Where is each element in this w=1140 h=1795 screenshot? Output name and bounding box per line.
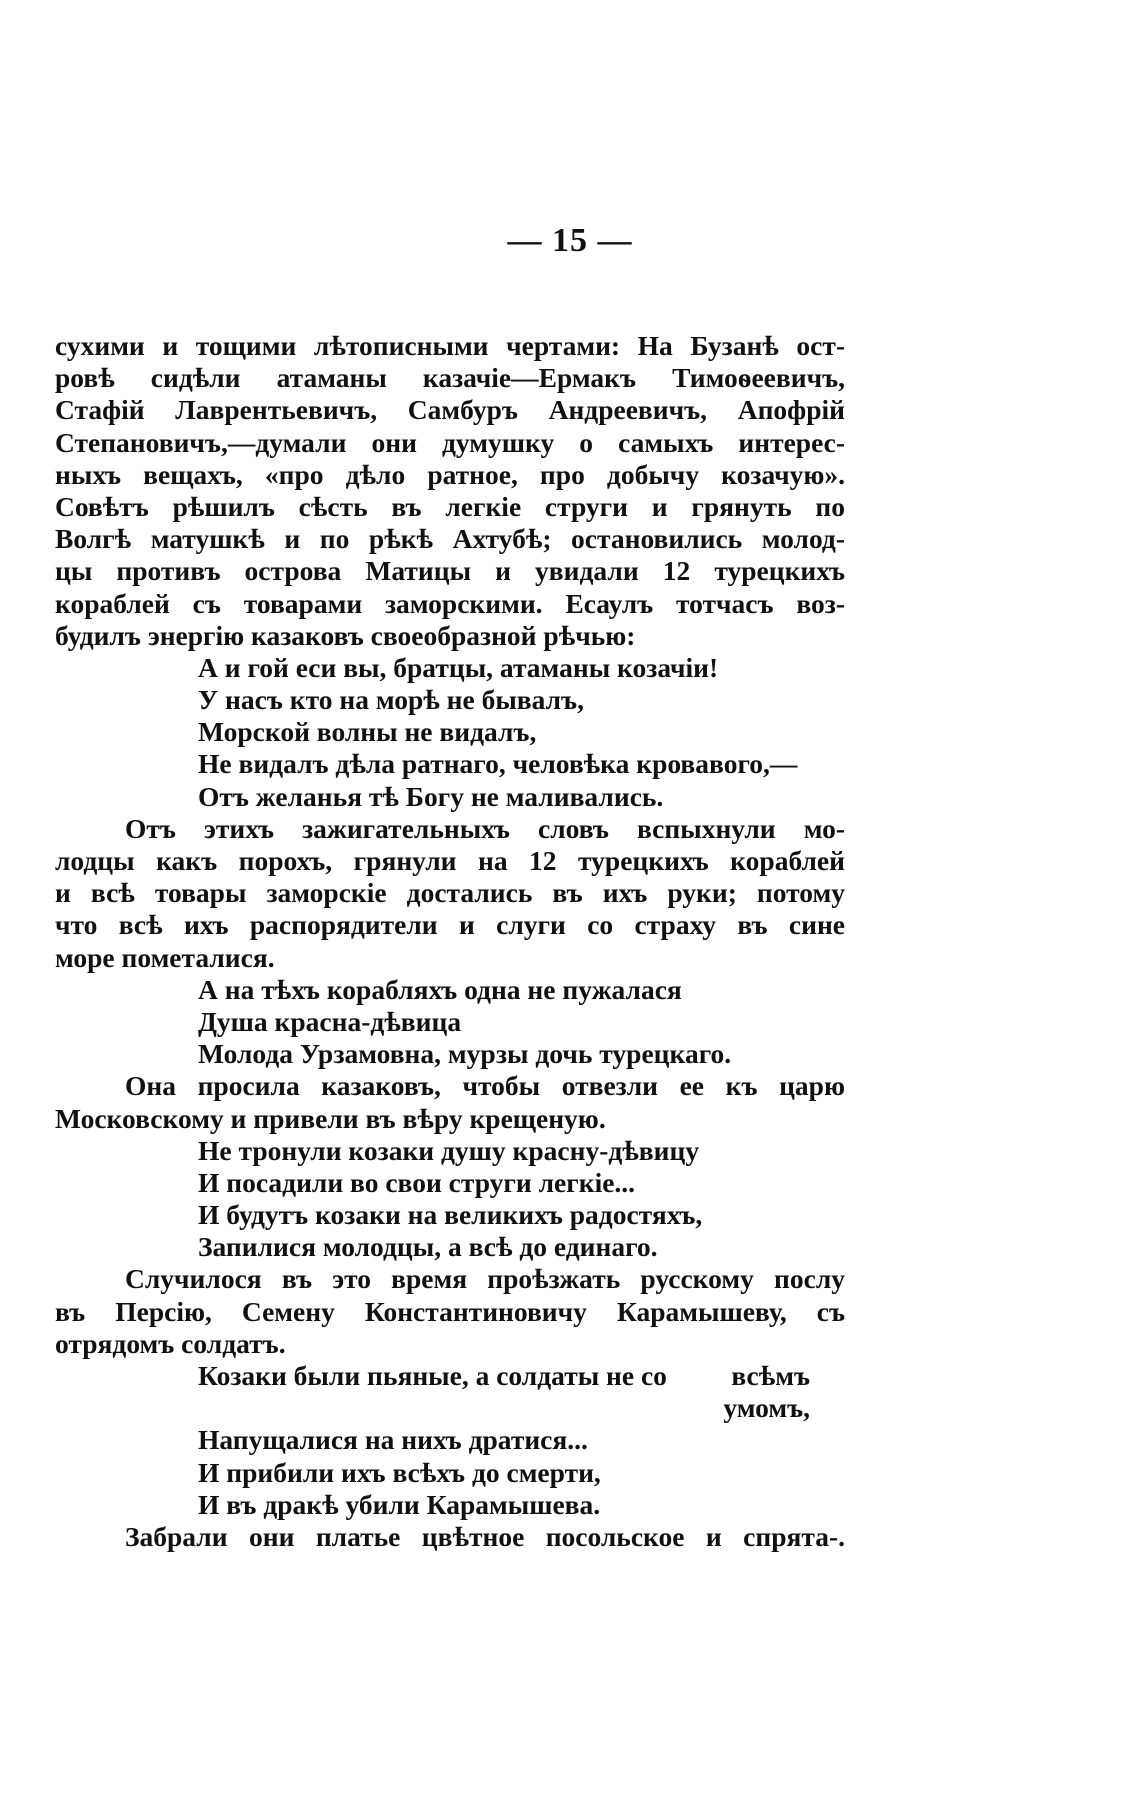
verse-line: Душа красна-дѣвица (198, 1005, 462, 1037)
verse-line-part: Козаки были пьяные, а солдаты не со (198, 1360, 667, 1391)
verse-line: И будутъ козаки на великихъ радостяхъ, (198, 1199, 703, 1231)
verse-line: Не видалъ дѣла ратнаго, человѣка кровавого,— (198, 748, 798, 780)
verse-line: Напущалися на нихъ дратися... (198, 1424, 588, 1456)
text-line: сухими и тощими лѣтописными чертами: На Бузанѣ ост- (55, 330, 845, 361)
text-line: отрядомъ солдатъ. (55, 1327, 286, 1359)
verse-line: Запилися молодцы, а всѣ до единаго. (198, 1231, 658, 1263)
text-line: Волгѣ матушкѣ и по рѣкѣ Ахтубѣ; остановились молод- (55, 523, 845, 555)
text-line: кораблей съ товарами заморскими. Есаулъ тотчасъ воз- (55, 587, 845, 619)
page-number: — 15 — (507, 222, 633, 259)
page-body-text (55, 330, 845, 1553)
text-line: Забрали они платье цвѣтное посольское и спрята-. (125, 1520, 845, 1552)
verse-line: А на тѣхъ корабляхъ одна не пужалася (198, 973, 682, 1005)
verse-line: И прибили ихъ всѣхъ до смерти, (198, 1456, 601, 1488)
text-line: Отъ этихъ зажигательныхъ словъ вспыхнули мо- (125, 812, 845, 844)
text-line: и всѣ товары заморскіе достались въ ихъ руки; потому (55, 877, 845, 909)
text-line: ныхъ вещахъ, «про дѣло ратное, про добычу козачую». (55, 458, 845, 490)
text-line: будилъ энергію казаковъ своеобразной рѣчью: (55, 619, 636, 651)
text-line: въ Персію, Семену Константиновичу Карамышеву, съ (55, 1295, 845, 1327)
verse-line-part: всѣмъ (731, 1360, 810, 1391)
verse-line: И посадили во свои струги легкіе... (198, 1166, 636, 1198)
verse-line: А и гой еси вы, братцы, атаманы козачіи! (198, 651, 719, 683)
verse-line (55, 1360, 845, 1392)
text-line: Случилося въ это время проѣзжать русскому послу (125, 1263, 845, 1295)
text-line: море пометалися. (55, 941, 275, 973)
verse-line: И въ дракѣ убили Карамышева. (198, 1488, 601, 1520)
text-line: ровѣ сидѣли атаманы казачіе—Ермакъ Тимоѳеевичъ, (55, 362, 845, 394)
verse-line: Отъ желанья тѣ Богу не маливались. (198, 780, 664, 812)
verse-line: Молода Урзамовна, мурзы дочь турецкаго. (198, 1038, 732, 1070)
text-line: цы противъ острова Матицы и увидали 12 турецкихъ (55, 555, 845, 587)
verse-line: У насъ кто на морѣ не бывалъ, (198, 684, 584, 716)
text-line: Стафій Лаврентьевичъ, Самбуръ Андреевичъ, Апофрій (55, 394, 845, 426)
verse-line-continuation: умомъ, (723, 1392, 810, 1424)
verse-line: Не тронули козаки душу красну-дѣвицу (198, 1134, 700, 1166)
verse-line: Морской волны не видалъ, (198, 716, 537, 748)
text-line: лодцы какъ порохъ, грянули на 12 турецкихъ кораблей (55, 845, 845, 876)
text-line: Она просила казаковъ, чтобы отвезли ее къ царю (125, 1070, 845, 1102)
text-line: Степановичъ,—думали они думушку о самыхъ интерес- (55, 426, 845, 458)
text-line: Московскому и привели въ вѣру крещеную. (55, 1102, 606, 1134)
text-line: Совѣтъ рѣшилъ сѣсть въ легкіе струги и грянуть по (55, 490, 845, 522)
text-line: что всѣ ихъ распорядители и слуги со страху въ сине (55, 909, 845, 941)
